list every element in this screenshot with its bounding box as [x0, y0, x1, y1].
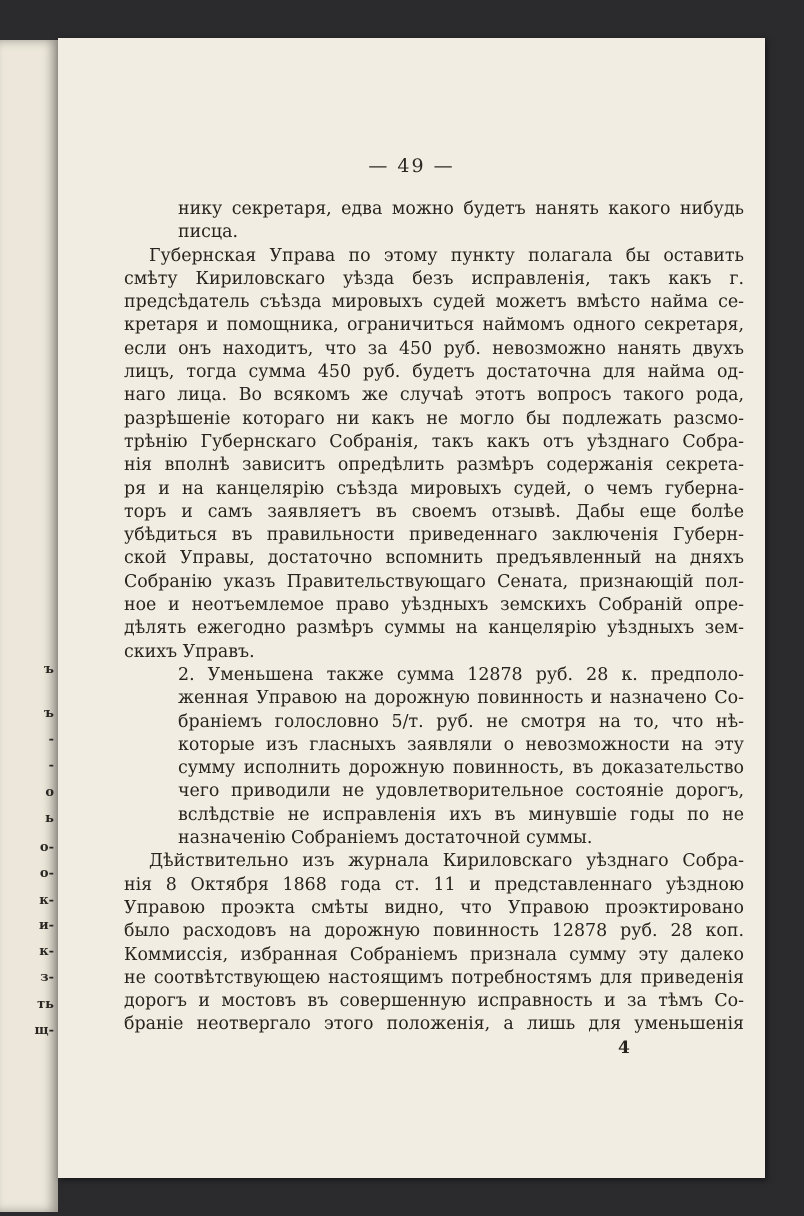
- left-page-fragment: о: [45, 785, 54, 800]
- text-line: сумму исполнить дорожную повинность, въ доказательство: [178, 758, 744, 779]
- text-line: вслѣдствіе не исправленія ихъ въ минувшіе годы по не: [178, 804, 744, 825]
- text-line: если онъ находитъ, что за 450 руб. невозможно нанять двухъ: [124, 338, 744, 359]
- left-page-fragment: з-: [40, 970, 54, 985]
- left-page-fragment: ь: [45, 811, 54, 826]
- left-page-fragment: щ-: [34, 1023, 54, 1038]
- text-line: ской Управы, достаточно вспомнить предъявленный на дняхъ: [124, 548, 744, 569]
- text-line: было расходовъ на дорожную повинность 12878 руб. 28 коп.: [124, 921, 744, 942]
- left-page-edge: [0, 40, 58, 1212]
- text-line: которые изъ гласныхъ заявляли о невозможности на эту: [178, 734, 744, 755]
- text-line: Дѣйствительно изъ журнала Кириловскаго уѣзднаго Собра-: [149, 851, 744, 872]
- left-page-fragment: к-: [39, 893, 54, 908]
- left-page-fragment: ть: [37, 997, 54, 1012]
- text-line: разрѣшеніе котораго ни какъ не могло бы подлежать разсмо-: [124, 408, 744, 429]
- left-page-fragment: ъ: [44, 706, 54, 721]
- text-line: нику секретаря, едва можно будетъ нанять какого нибудь: [178, 199, 744, 219]
- text-line: 2. Уменьшена также сумма 12878 руб. 28 к. предполо-: [178, 664, 744, 685]
- left-page-fragment: ъ: [44, 662, 54, 677]
- text-line: смѣту Кириловскаго уѣзда безъ исправленія, такъ какъ г.: [124, 268, 744, 289]
- left-page-fragment: и-: [38, 918, 54, 933]
- text-line: Собранію указъ Правительствующаго Сената, признающій пол-: [124, 571, 744, 592]
- text-line: ное и неотъемлемое право уѣздныхъ земскихъ Собраній опре-: [124, 595, 744, 616]
- page-number: — 49 —: [368, 155, 455, 177]
- text-line: ря и на канцелярію съѣзда мировыхъ судей, о чемъ губерна-: [124, 478, 744, 499]
- text-line: назначенію Собраніемъ достаточной суммы.: [178, 828, 593, 849]
- text-line: браніе неотвергало этого положенія, а лишь для уменьшенія: [124, 1014, 744, 1035]
- signature-mark: 4: [618, 1038, 630, 1058]
- book-page: [58, 38, 765, 1178]
- text-line: скихъ Управъ.: [124, 641, 255, 662]
- left-page-fragment: о-: [39, 840, 54, 855]
- text-line: Коммиссія, избранная Собраніемъ признала сумму эту далеко: [124, 944, 744, 965]
- text-line: Управою проэкта смѣты видно, что Управою проэктировано: [124, 897, 744, 918]
- left-page-fragment: -: [48, 732, 54, 747]
- text-line: нія 8 Октября 1868 года ст. 11 и представленнаго уѣздною: [124, 874, 744, 895]
- text-line: лицъ, тогда сумма 450 руб. будетъ достаточна для найма од-: [124, 362, 744, 383]
- text-line: Губернская Управа по этому пункту полагала бы оставить: [149, 245, 744, 266]
- left-page-fragment: -: [48, 758, 54, 773]
- text-line: чего приводили не удовлетворительное состояніе дорогъ,: [178, 781, 744, 802]
- text-line: женная Управою на дорожную повинность и назначено Со-: [178, 688, 744, 709]
- text-line: торъ и самъ заявляетъ въ своемъ отзывѣ. Дабы еще болѣе: [124, 501, 744, 522]
- text-line: браніемъ голословно 5/т. руб. не смотря на то, что нѣ-: [178, 711, 744, 732]
- text-line: дорогъ и мостовъ въ совершенную исправность и за тѣмъ Со-: [124, 991, 744, 1012]
- text-line: предсѣдатель съѣзда мировыхъ судей можетъ вмѣсто найма се-: [124, 292, 744, 313]
- left-page-fragment: о-: [39, 866, 54, 881]
- text-line: не соотвѣтствующею настоящимъ потребностямъ для приведенія: [124, 967, 744, 988]
- text-line: убѣдиться въ правильности приведеннаго заключенія Губерн-: [124, 525, 744, 546]
- text-line: кретаря и помощника, ограничиться наймомъ одного секретаря,: [124, 315, 744, 336]
- body-text: [124, 198, 744, 1037]
- text-line: дѣлять ежегодно размѣръ суммы на канцелярію уѣздныхъ зем-: [124, 618, 744, 639]
- text-line: нія вполнѣ зависитъ опредѣлить размѣръ содержанія секрета-: [124, 455, 744, 476]
- text-line: наго лица. Во всякомъ же случаѣ этотъ вопросъ такого рода,: [124, 385, 744, 406]
- left-page-fragment: к-: [39, 944, 54, 959]
- text-line: трѣнію Губернскаго Собранія, такъ какъ отъ уѣзднаго Собра-: [124, 431, 744, 452]
- text-line: писца.: [178, 222, 239, 243]
